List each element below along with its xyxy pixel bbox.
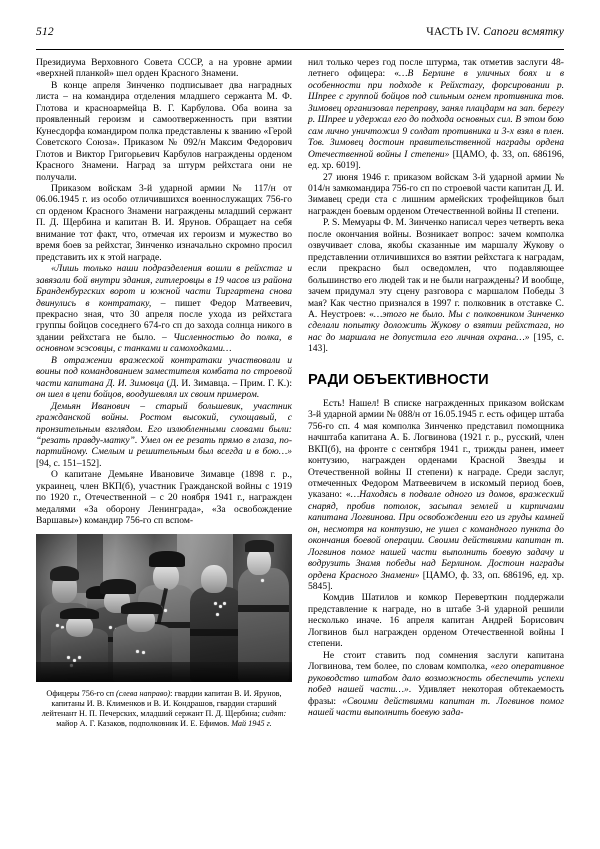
caption-segment: Май 1945 г. [231, 718, 272, 728]
attribution-segment: – пишет Федор Матвеевич, прекрасно зная, что 30 апреля после ухода из рейхстага группы бойцов соседнего 674-го сп до захода солнца никого в здании рейхстага не было. – [36, 297, 292, 343]
photo-person-pilotka-cap [245, 540, 274, 553]
paragraph-quote [308, 57, 564, 172]
paragraph: Президиума Верховного Совета СССР, а на уровне армии «верхней планкой» шел орден Красного Знамени. [36, 57, 292, 80]
running-head-part-title: Сапоги всмятку [483, 26, 564, 38]
quote-segment: «Лишь только наши подразделения вошли в рейхстаг и завязали бой внутри здания, гитлеровцы в 19 часов из района Бранденбургских ворот и южной части Тиргартена снова двинулись в контратаку, [36, 263, 292, 309]
paragraph-quote [36, 401, 292, 470]
paragraph-quote [308, 398, 564, 593]
photograph [36, 534, 292, 682]
photo-person-visor-cap [149, 551, 185, 567]
paragraph-quote [308, 217, 564, 354]
photo-person-head [201, 565, 227, 594]
text-segment: Есть! Нашел! В списке награжденных приказом войскам 3-й ударной армии № 088/н от 16.05.1945 г. есть офицер штаба 756-го сп. 4 мая комполка Зинченко представил помощника начштаба капитана А. Б. Логвинова (1921 г. р., русский, член ВКП(б), на фронте с сентября 1941 г., трижды ранен, имеет контузию, награжден орденами Красной Звезды и Отечественной войны II степени) к награде. Среди заслуг, отмеченных Федором Матвеевичем в искомый период боев, указано: « [308, 397, 564, 501]
quote-segment: Демьян Иванович – старый большевик, участник гражданской войны. Ростом высокий, сухощавый, с пронзительным взглядом. Его излюбленными словами были: “резать правду-матку”. Умел он ее резать прямо в глаза, по-партийному. Смелым и решительным был всегда и в бою…» [36, 400, 292, 458]
caption-segment: : гвардии капитан В. И. Ярунов, капитаны И. В. Клименков и В. И. Кондрашов, гвардии старший лейтенант Н. П. Печерских, младший сержант П. Д. Щербина; [41, 688, 282, 718]
quote-segment: «его оперативное руководство штабом дало возможность обеспечить успехи побед нашей части…» [308, 661, 564, 696]
photo-person-far-right [238, 540, 289, 682]
body-columns [36, 57, 564, 825]
citation-reference: [195, с. 143]. [308, 331, 564, 355]
quote-segment: …этого не было. Мы с полковником Зинченко сделали попытку доложить Жукову о взятии рейхстага, но нас до маршала не допустила его личная охрана…» [308, 308, 564, 343]
paragraph-quote [308, 650, 564, 719]
paragraph-quote [36, 263, 292, 355]
caption-segment: Офицеры 756-го сп [46, 688, 117, 698]
running-head-part-label: ЧАСТЬ IV. [426, 26, 481, 38]
right-column [308, 57, 564, 825]
paragraph-quote [36, 355, 292, 401]
quote-segment: он шел в цепи бойцов, воодушевлял их своим примером. [36, 389, 260, 401]
text-segment: Не стоит ставить под сомнения заслуги капитана Логвинова, тем более, по словам комполка, [308, 649, 564, 673]
running-head-title [426, 26, 564, 38]
text-segment: . Удивляет некоторая обтекаемость фразы: [308, 684, 564, 707]
photo-person-visor-cap [121, 602, 162, 614]
editorial-note: (Д. И. Зимавца. – Прим. Г. К.): [166, 377, 292, 389]
photo-floor [36, 662, 292, 681]
page-number: 512 [36, 26, 54, 38]
text-segment: P. S. Мемуары Ф. М. Зинченко написал через четверть века после окончания войны. Возникает вопрос: зачем комполка озвучивает слова, якобы сказанные им маршалу Жукову о представлении отличившихся во взятии рейхстага к наградам, если прекрасно был осведомлен, что подавляющее большинство его людей так и не были награждены? И вообще, зачем придумал эту сцену разговора с маршалом Победы 3 мая? Как честно признался в 1997 г. полковник в отставке С. А. Неустроев: « [308, 217, 564, 320]
paragraph: Приказом войскам 3-й ударной армии № 117/н от 06.06.1945 г. из особо отличившихся военнослужащих 756-го сп орденом Красного Знамени награждены младший сержант П. Д. Щербина и капитан В. И. Ярунов. Обращает на себя внимание тот факт, что, отмечая их героизм и мужество во время боев за рейхстаг, Зинченко изначально скромно просил представить их к этой награде. [36, 182, 292, 263]
photo-person-visor-cap [60, 608, 98, 620]
paragraph: Комдив Шатилов и комкор Переверткин поддержали представление к награде, но в штабе 3-й ударной решили несколько иначе. 16 апреля капитан Андрей Борисович Логвинов был награжден орденом Отечественной войны I степени. [308, 592, 564, 650]
citation-reference: [ЦАМО, ф. 33, оп. 686196, ед. хр. 5845]. [308, 569, 564, 593]
quote-segment: Численностью до полка, в основном эсэсовцы, с танками и самоходками… [36, 331, 292, 355]
paragraph: В конце апреля Зинченко подписывает два наградных листа – на командира отделения младшего сержанта М. Ф. Глотова и красноармейца В. Г. Карбулова. Оба воина за проявленный героизм и самоотверженность при взятии Кунесдорфа командиром полка представлены к званию «Герой Советского Союза». Приказом № 092/н Максим Федорович Глотов и Виктор Григорьевич Карбулов награждены орденом Красного Знамени. Наград за штурм рейхстага они не получали. [36, 79, 292, 183]
section-heading: РАДИ ОБЪЕКТИВНОСТИ [308, 371, 489, 388]
paragraph: О капитане Демьяне Ивановиче Зимавце (1898 г. р., украинец, член ВКП(б), участник Гражданской войны с 1919 по 1920 г., Отечественной – с 20 ноября 1941 г., награжден медалями «За оборону Ленинграда», «За освобождение Варшавы») командир 756-го сп вспом- [36, 469, 292, 527]
running-head [36, 26, 564, 50]
figure-caption [36, 689, 292, 729]
figure-officers-photo [36, 534, 292, 729]
caption-segment: сидят: [261, 708, 287, 718]
citation-reference: [94, с. 151–152]. [36, 457, 102, 469]
photo-person-cap [50, 566, 79, 581]
text-segment: нил только через год после штурма, так отметив заслуги 48-летнего офицера: « [308, 57, 564, 80]
quote-segment: В отражении вражеской контратаки участвовали и воины под командованием заместителя комбата по строевой части капитана Д. И. Зимовца [36, 354, 292, 389]
quote-segment: …Находясь в подвале одного из домов, вражеский снаряд, пробив потолок, засыпал землей и кирпичами капитана Логвинова. При освобождении его из груды камней он, несмотря на контузию, не ушел с командного пункта до окончания боевой операции. Своими действиями капитан т. Логвинов помог нашей части выполнить боевую задачу и водрузить Знамя победы над Берлином. Достоин награды ордена Красного Знамени» [308, 489, 564, 581]
quote-segment: «Своими действиями капитан т. Логвинов помог нашей части выполнить боевую зада- [308, 695, 565, 719]
left-column [36, 57, 292, 825]
caption-segment: (слева направо) [116, 688, 171, 698]
citation-reference: [ЦАМО, ф. 33, оп. 686196, ед. хр. 6019]. [308, 148, 564, 172]
photo-person-visor-cap [100, 579, 136, 594]
paragraph: 27 июня 1946 г. приказом войскам 3-й ударной армии № 014/н замкомандира 756-го сп по строевой части капитан Д. И. Зимавец среди ста с лишним армейских трофейщиков был награжден боевым орденом Отечественной войны II степени. [308, 171, 564, 217]
quote-segment: …В Берлине в уличных боях и в особенности при подходе к Рейхстагу, форсировании р. Шпрее с группой бойцов под сильным огнем противника тов. Зимовец организовал переправу, занял плацдарм на зап. берегу р. Шпрее и удержал его до подхода основных сил. В этом бою сам лично уничтожил 9 солдат противника и 3-х взял в плен. Тов. Зимовец достоин правительственной награды ордена Отечественной войны I степени» [308, 68, 564, 160]
caption-segment: майор А. Г. Казаков, подполковник И. Е. Ефимов. [56, 718, 232, 728]
